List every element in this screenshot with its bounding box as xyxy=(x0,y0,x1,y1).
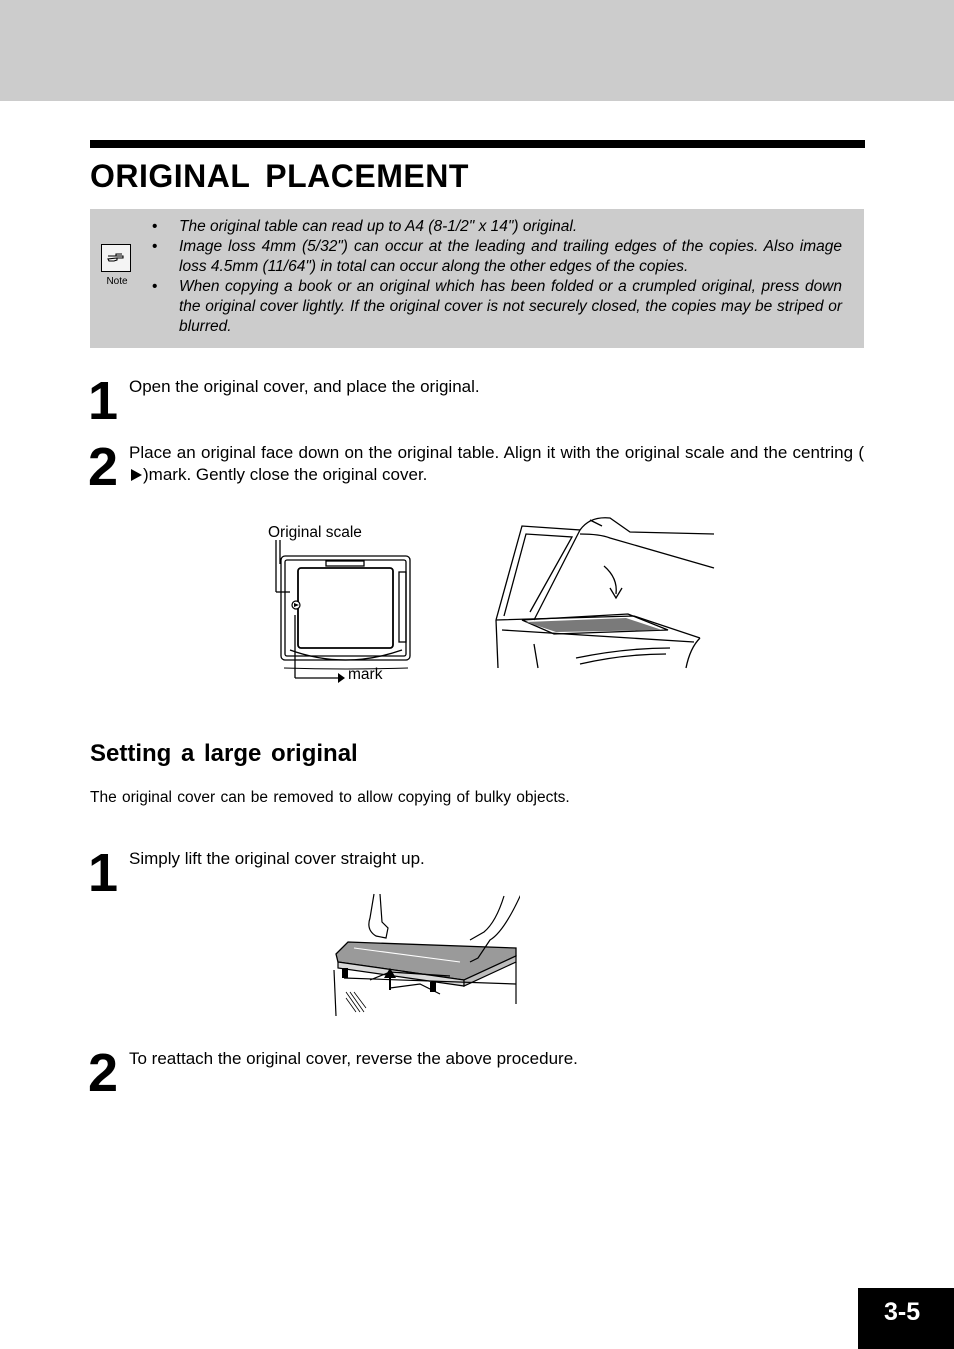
page-number-tab: 3-5 xyxy=(858,1288,954,1349)
note-item: • The original table can read up to A4 (8-1/2" x 14") original. xyxy=(152,217,842,237)
closing-cover-illustration xyxy=(494,508,716,670)
lifting-cover-illustration xyxy=(330,892,520,1018)
mark-label: mark xyxy=(348,666,383,683)
step-text: Open the original cover, and place the original. xyxy=(129,377,480,396)
note-item: • Image loss 4mm (5/32") can occur at the leading and trailing edges of the copies. Also image loss 4.5mm (11/64") in total can occur along the other edges of the copies. xyxy=(152,237,842,277)
page-title: ORIGINAL PLACEMENT xyxy=(90,158,469,194)
step-number: 2 xyxy=(88,1043,119,1103)
note-label: Note xyxy=(106,276,128,287)
step-text xyxy=(129,442,864,486)
step-number: 2 xyxy=(88,437,119,497)
step-text-part: )mark. Gently close the original cover. xyxy=(143,465,428,484)
lifting-cover-figure xyxy=(330,892,520,1018)
step-number: 1 xyxy=(88,843,119,903)
header-band xyxy=(0,0,954,101)
note-item: • When copying a book or an original which has been folded or a crumpled original, press down the original cover lightly. If the original cover is not securely closed, the copies may be striped or blurred. xyxy=(152,277,842,337)
note-box xyxy=(90,209,864,348)
scale-label: Original scale xyxy=(268,524,362,541)
copier-top-view-illustration xyxy=(262,520,432,690)
step-number: 1 xyxy=(88,371,119,431)
pointing-hand-icon xyxy=(101,244,131,272)
original-scale-figure xyxy=(262,520,432,690)
title-rule xyxy=(90,140,865,148)
closing-cover-figure xyxy=(494,508,716,670)
section-heading: Setting a large original xyxy=(90,740,358,767)
centring-triangle-icon xyxy=(129,468,143,482)
step-text-part: Place an original face down on the original table. Align it with the original scale and the centring ( xyxy=(129,443,864,462)
step-text: Simply lift the original cover straight up. xyxy=(129,849,425,868)
step-text: To reattach the original cover, reverse the above procedure. xyxy=(129,1049,578,1068)
section-intro: The original cover can be removed to allow copying of bulky objects. xyxy=(90,789,570,806)
note-list xyxy=(152,217,842,337)
